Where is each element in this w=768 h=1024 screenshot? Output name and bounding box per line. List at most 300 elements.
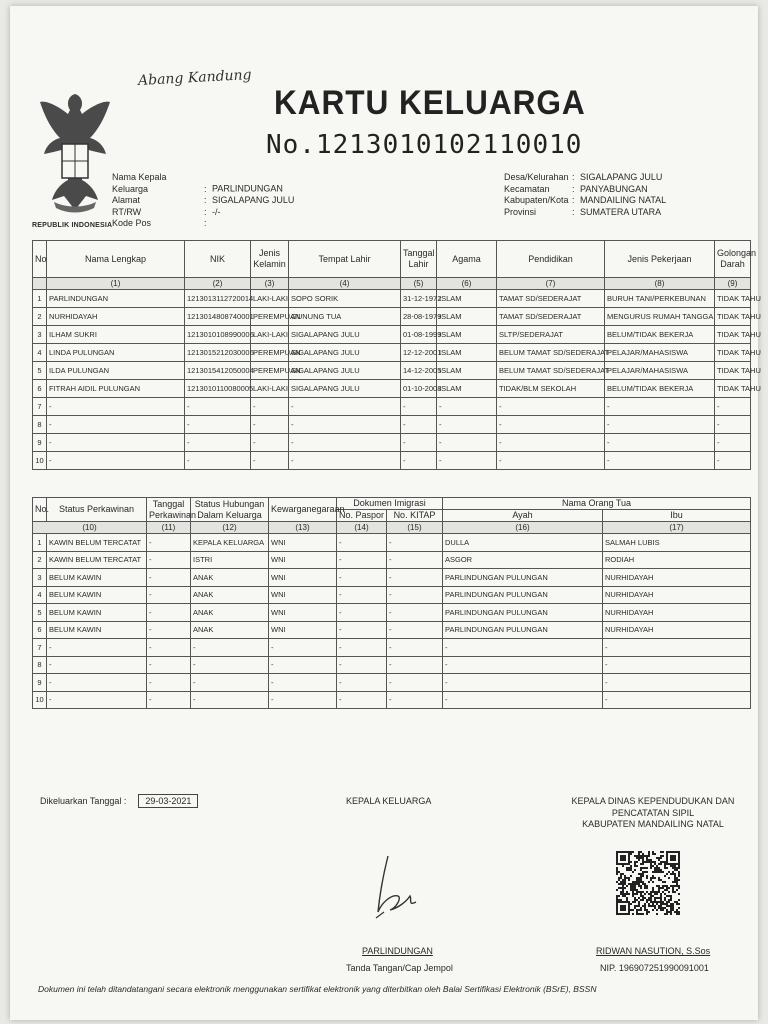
- info-label: Desa/Kelurahan: [504, 172, 569, 182]
- table-cell: -: [401, 452, 437, 470]
- dinas-head-name: RIDWAN NASUTION, S.Sos: [596, 946, 711, 956]
- emblem-caption: REPUBLIK INDONESIA: [32, 222, 113, 229]
- info-value: MANDAILING NATAL: [580, 195, 667, 205]
- info-separator: :: [204, 195, 207, 205]
- table-cell: 1213010108990006: [185, 326, 251, 344]
- table-cell: -: [401, 398, 437, 416]
- table-cell: RODIAH: [603, 551, 751, 569]
- table-row: [33, 398, 751, 416]
- info-label: Alamat: [112, 195, 141, 205]
- table-row: [33, 362, 751, 380]
- signature-icon: [358, 852, 428, 937]
- table-cell: LAKI-LAKI: [251, 380, 289, 398]
- table-cell: PARLINDUNGAN: [47, 290, 185, 308]
- table-cell: -: [251, 452, 289, 470]
- kepala-keluarga-name: PARLINDUNGAN: [362, 946, 433, 956]
- qr-code-icon: [616, 851, 680, 915]
- index-cell: (13): [269, 522, 337, 534]
- table-cell: WNI: [269, 551, 337, 569]
- table-cell: -: [605, 398, 715, 416]
- table-cell: ISLAM: [437, 308, 497, 326]
- table-cell: TIDAK TAHU: [715, 380, 751, 398]
- table-cell: -: [185, 452, 251, 470]
- info-separator: :: [572, 183, 575, 194]
- col-no-kitap: No. KITAP: [387, 510, 443, 522]
- table-cell: SIGALAPANG JULU: [289, 344, 401, 362]
- table-cell: 14-12-2005: [401, 362, 437, 380]
- table-cell: 9: [33, 434, 47, 452]
- table-cell: -: [185, 416, 251, 434]
- members-col-header: Nama Lengkap: [47, 241, 185, 278]
- info-label: Provinsi: [504, 206, 537, 217]
- table-cell: SIGALAPANG JULU: [289, 326, 401, 344]
- table-cell: -: [443, 691, 603, 709]
- table-cell: TIDAK TAHU: [715, 344, 751, 362]
- table-cell: ISLAM: [437, 290, 497, 308]
- table-cell: BELUM KAWIN: [47, 569, 147, 587]
- index-cell: (17): [603, 522, 751, 534]
- issued-label: Dikeluarkan Tanggal :: [40, 796, 127, 806]
- table-cell: BELUM TAMAT SD/SEDERAJAT: [497, 362, 605, 380]
- table-cell: -: [387, 569, 443, 587]
- table-cell: PARLINDUNGAN PULUNGAN: [443, 586, 603, 604]
- table-cell: -: [497, 452, 605, 470]
- dinas-head-nip: NIP. 196907251990091001: [600, 963, 709, 973]
- table-cell: -: [147, 551, 191, 569]
- table-cell: 1213015212030006: [185, 344, 251, 362]
- info-label: Kode Pos: [112, 218, 152, 228]
- table-cell: 2: [33, 551, 47, 569]
- info-value: SIGALAPANG JULU: [212, 195, 295, 205]
- table-cell: ILHAM SUKRI: [47, 326, 185, 344]
- index-cell: (12): [191, 522, 269, 534]
- table-cell: BELUM/TIDAK BEKERJA: [605, 326, 715, 344]
- info-value: PARLINDUNGAN: [212, 183, 283, 194]
- table-cell: 8: [33, 416, 47, 434]
- table-cell: -: [437, 398, 497, 416]
- index-cell: (1): [47, 278, 185, 290]
- table-cell: 5: [33, 362, 47, 380]
- table-cell: NURHIDAYAH: [603, 569, 751, 587]
- table-cell: 6: [33, 380, 47, 398]
- table-cell: -: [437, 452, 497, 470]
- table-cell: PARLINDUNGAN PULUNGAN: [443, 621, 603, 639]
- info-separator: :: [572, 206, 575, 217]
- table-cell: PARLINDUNGAN PULUNGAN: [443, 604, 603, 622]
- index-cell: (4): [289, 278, 401, 290]
- info-row: [112, 195, 294, 207]
- table-cell: -: [289, 398, 401, 416]
- table-row: [33, 416, 751, 434]
- table-cell: -: [387, 534, 443, 552]
- info-row: [504, 184, 666, 196]
- table-cell: TIDAK/BLM SEKOLAH: [497, 380, 605, 398]
- table-cell: TAMAT SD/SEDERAJAT: [497, 308, 605, 326]
- table-cell: ANAK: [191, 569, 269, 587]
- table-cell: 8: [33, 656, 47, 674]
- table-cell: -: [337, 621, 387, 639]
- table-cell: BELUM TAMAT SD/SEDERAJAT: [497, 344, 605, 362]
- info-label: RT/RW: [112, 206, 142, 217]
- table-cell: ASGOR: [443, 551, 603, 569]
- table-cell: PEREMPUAN: [251, 362, 289, 380]
- table-cell: -: [269, 639, 337, 657]
- table-row: [33, 434, 751, 452]
- status-table: [32, 497, 751, 709]
- info-row: [112, 172, 294, 195]
- table-cell: NURHIDAYAH: [603, 586, 751, 604]
- table-cell: WNI: [269, 569, 337, 587]
- table-cell: -: [337, 534, 387, 552]
- table-cell: TAMAT SD/SEDERAJAT: [497, 290, 605, 308]
- table-cell: KEPALA KELUARGA: [191, 534, 269, 552]
- table-cell: -: [387, 639, 443, 657]
- info-separator: :: [572, 172, 575, 182]
- table-cell: ISLAM: [437, 326, 497, 344]
- table-cell: WNI: [269, 534, 337, 552]
- col-no-paspor: No. Paspor: [337, 510, 387, 522]
- table-cell: -: [185, 398, 251, 416]
- info-row: [112, 218, 294, 230]
- index-cell: (14): [337, 522, 387, 534]
- table-cell: SALMAH LUBIS: [603, 534, 751, 552]
- table-cell: -: [603, 656, 751, 674]
- table-cell: NURHIDAYAH: [47, 308, 185, 326]
- index-cell: (15): [387, 522, 443, 534]
- members-col-header: NIK: [185, 241, 251, 278]
- table-cell: FITRAH AIDIL PULUNGAN: [47, 380, 185, 398]
- table-cell: -: [387, 604, 443, 622]
- table-row: [33, 380, 751, 398]
- table-row: [33, 639, 751, 657]
- table-cell: KAWIN BELUM TERCATAT: [47, 551, 147, 569]
- table-cell: -: [387, 674, 443, 692]
- table-cell: 1213010110080005: [185, 380, 251, 398]
- table-cell: WNI: [269, 586, 337, 604]
- table-cell: -: [401, 434, 437, 452]
- table-cell: PEREMPUAN: [251, 344, 289, 362]
- table-cell: SLTP/SEDERAJAT: [497, 326, 605, 344]
- table-cell: -: [269, 674, 337, 692]
- info-row: [504, 172, 666, 184]
- table-cell: -: [269, 691, 337, 709]
- table-cell: -: [387, 621, 443, 639]
- document-sheet: [10, 6, 761, 1020]
- col-status-hubungan: Status Hubungan Dalam Keluarga: [191, 498, 269, 522]
- table-cell: 4: [33, 344, 47, 362]
- table-cell: -: [47, 639, 147, 657]
- electronic-signature-note: Dokumen ini telah ditandatangani secara elektronik menggunakan sertifikat elektronik yang diterbitkan oleh Balai Sertifikasi Elektronik (BSrE), BSSN: [38, 984, 597, 994]
- dinas-title-line-1: KEPALA DINAS KEPENDUDUKAN DAN: [571, 796, 735, 806]
- index-cell: (5): [401, 278, 437, 290]
- table-cell: NURHIDAYAH: [603, 621, 751, 639]
- index-cell: (10): [33, 522, 147, 534]
- table-cell: 01-08-1999: [401, 326, 437, 344]
- table-cell: -: [269, 656, 337, 674]
- table-cell: -: [337, 604, 387, 622]
- table-row: [33, 691, 751, 709]
- info-value: SIGALAPANG JULU: [580, 172, 663, 182]
- members-col-header: Jenis Pekerjaan: [605, 241, 715, 278]
- table-cell: TIDAK TAHU: [715, 308, 751, 326]
- table-cell: -: [47, 398, 185, 416]
- table-cell: -: [147, 691, 191, 709]
- table-cell: -: [337, 691, 387, 709]
- table-cell: BELUM KAWIN: [47, 604, 147, 622]
- table-row: [33, 534, 751, 552]
- table-cell: -: [147, 569, 191, 587]
- table-cell: -: [387, 656, 443, 674]
- table-cell: 1: [33, 534, 47, 552]
- table-cell: 10: [33, 452, 47, 470]
- col-tanggal-perkawinan: Tanggal Perkawinan: [147, 498, 191, 522]
- table-cell: -: [147, 534, 191, 552]
- table-cell: -: [191, 639, 269, 657]
- index-cell: (6): [437, 278, 497, 290]
- table-cell: -: [603, 691, 751, 709]
- index-cell: (2): [185, 278, 251, 290]
- table-cell: 3: [33, 326, 47, 344]
- handwritten-note: Abang Kandung: [137, 67, 252, 89]
- table-cell: -: [47, 416, 185, 434]
- info-separator: :: [204, 183, 207, 194]
- table-row: [33, 656, 751, 674]
- table-cell: -: [337, 551, 387, 569]
- table-row: [33, 452, 751, 470]
- table-cell: -: [715, 452, 751, 470]
- table-cell: ANAK: [191, 586, 269, 604]
- table-row: [33, 326, 751, 344]
- table-cell: DULLA: [443, 534, 603, 552]
- table-row: [33, 551, 751, 569]
- table-row: [33, 621, 751, 639]
- table-cell: -: [251, 434, 289, 452]
- table-row: [33, 290, 751, 308]
- index-cell: (7): [497, 278, 605, 290]
- table-cell: 31-12-1972: [401, 290, 437, 308]
- table-cell: 7: [33, 398, 47, 416]
- table-cell: 3: [33, 569, 47, 587]
- table-cell: -: [147, 639, 191, 657]
- info-separator: :: [204, 218, 207, 228]
- region-info-right: [504, 172, 666, 218]
- table-cell: TIDAK TAHU: [715, 326, 751, 344]
- table-cell: -: [337, 674, 387, 692]
- info-label: Kecamatan: [504, 183, 550, 194]
- kepala-keluarga-title: KEPALA KELUARGA: [346, 796, 432, 806]
- info-separator: :: [572, 195, 575, 205]
- table-cell: -: [387, 586, 443, 604]
- table-cell: BURUH TANI/PERKEBUNAN: [605, 290, 715, 308]
- table-cell: -: [401, 416, 437, 434]
- table-cell: 6: [33, 621, 47, 639]
- table-cell: LAKI-LAKI: [251, 326, 289, 344]
- info-row: [504, 207, 666, 219]
- table-cell: -: [715, 434, 751, 452]
- head-info-left: [112, 172, 294, 230]
- table-cell: -: [443, 674, 603, 692]
- table-cell: -: [251, 416, 289, 434]
- table-cell: ISTRI: [191, 551, 269, 569]
- table-cell: -: [47, 674, 147, 692]
- table-cell: -: [191, 674, 269, 692]
- members-table: [32, 240, 761, 470]
- table-cell: 10: [33, 691, 47, 709]
- table-cell: -: [47, 691, 147, 709]
- table-cell: -: [289, 416, 401, 434]
- table-cell: -: [337, 639, 387, 657]
- dinas-title-line-2: PENCATATAN SIPIL: [611, 807, 695, 818]
- table-cell: -: [387, 551, 443, 569]
- col-ibu: Ibu: [603, 510, 751, 522]
- dinas-title-line-3: KABUPATEN MANDAILING NATAL: [582, 819, 724, 829]
- table-cell: -: [437, 416, 497, 434]
- family-card-number: No.1213010102110010: [266, 130, 583, 160]
- index-cell: (8): [605, 278, 715, 290]
- table-cell: -: [289, 434, 401, 452]
- table-cell: ILDA PULUNGAN: [47, 362, 185, 380]
- table-cell: -: [47, 434, 185, 452]
- table-cell: BELUM KAWIN: [47, 621, 147, 639]
- info-value: -/-: [212, 206, 221, 217]
- table-cell: 2: [33, 308, 47, 326]
- members-col-header: Agama: [437, 241, 497, 278]
- table-cell: -: [47, 656, 147, 674]
- table-cell: -: [605, 452, 715, 470]
- table-row: [33, 308, 751, 326]
- table-cell: -: [337, 656, 387, 674]
- index-cell: [33, 278, 47, 290]
- table-cell: -: [443, 656, 603, 674]
- table-cell: -: [47, 452, 185, 470]
- table-cell: 4: [33, 586, 47, 604]
- members-col-header: Jenis Kelamin: [251, 241, 289, 278]
- table-cell: -: [289, 452, 401, 470]
- table-cell: -: [191, 691, 269, 709]
- table-cell: -: [715, 398, 751, 416]
- table-cell: TIDAK TAHU: [715, 290, 751, 308]
- table-cell: -: [603, 674, 751, 692]
- table-cell: 1213015412050004: [185, 362, 251, 380]
- table-cell: NURHIDAYAH: [603, 604, 751, 622]
- table-cell: -: [437, 434, 497, 452]
- table-cell: -: [605, 434, 715, 452]
- col-status-perkawinan: Status Perkawinan: [47, 498, 147, 522]
- table-cell: ISLAM: [437, 344, 497, 362]
- table-cell: 7: [33, 639, 47, 657]
- info-label: Nama Kepala Keluarga: [112, 172, 167, 194]
- table-cell: SIGALAPANG JULU: [289, 380, 401, 398]
- col-kewarganegaraan: Kewarganegaraan: [269, 498, 337, 522]
- table-cell: -: [147, 656, 191, 674]
- table-cell: 12-12-2001: [401, 344, 437, 362]
- table-cell: -: [147, 604, 191, 622]
- table-cell: MENGURUS RUMAH TANGGA: [605, 308, 715, 326]
- table-cell: -: [147, 674, 191, 692]
- table-cell: -: [337, 569, 387, 587]
- kepala-keluarga-caption: Tanda Tangan/Cap Jempol: [346, 963, 453, 973]
- col-nama-orang-tua: Nama Orang Tua: [443, 498, 751, 510]
- table-cell: ANAK: [191, 621, 269, 639]
- table-cell: PARLINDUNGAN PULUNGAN: [443, 569, 603, 587]
- table-cell: WNI: [269, 604, 337, 622]
- table-cell: 5: [33, 604, 47, 622]
- table-cell: -: [191, 656, 269, 674]
- info-row: [504, 195, 666, 207]
- table-cell: PELAJAR/MAHASISWA: [605, 344, 715, 362]
- table-cell: KAWIN BELUM TERCATAT: [47, 534, 147, 552]
- table-row: [33, 569, 751, 587]
- table-cell: LAKI-LAKI: [251, 290, 289, 308]
- info-value: SUMATERA UTARA: [580, 206, 662, 217]
- table-cell: -: [497, 416, 605, 434]
- col-no: No.: [33, 498, 47, 522]
- table-cell: -: [497, 398, 605, 416]
- dinas-title: [558, 796, 748, 831]
- table-cell: SOPO SORIK: [289, 290, 401, 308]
- table-cell: -: [337, 586, 387, 604]
- index-cell: (9): [715, 278, 751, 290]
- info-value: PANYABUNGAN: [580, 183, 648, 194]
- table-cell: -: [603, 639, 751, 657]
- table-cell: ANAK: [191, 604, 269, 622]
- table-cell: GUNUNG TUA: [289, 308, 401, 326]
- table-cell: ISLAM: [437, 380, 497, 398]
- members-col-header: Tempat Lahir: [289, 241, 401, 278]
- index-cell: (3): [251, 278, 289, 290]
- table-row: [33, 674, 751, 692]
- table-cell: ISLAM: [437, 362, 497, 380]
- table-cell: BELUM/TIDAK BEKERJA: [605, 380, 715, 398]
- members-col-header: Tanggal Lahir: [401, 241, 437, 278]
- info-separator: :: [204, 206, 207, 217]
- table-cell: 1: [33, 290, 47, 308]
- table-cell: 9: [33, 674, 47, 692]
- table-cell: PELAJAR/MAHASISWA: [605, 362, 715, 380]
- members-col-header: Pendidikan: [497, 241, 605, 278]
- table-cell: 28-08-1979: [401, 308, 437, 326]
- table-row: [33, 344, 751, 362]
- garuda-emblem-icon: [38, 88, 112, 220]
- table-cell: -: [605, 416, 715, 434]
- table-cell: -: [497, 434, 605, 452]
- table-cell: TIDAK TAHU: [715, 362, 751, 380]
- document-title: KARTU KELUARGA: [274, 84, 586, 122]
- table-cell: 1213013112720014: [185, 290, 251, 308]
- index-cell: (11): [147, 522, 191, 534]
- table-row: [33, 586, 751, 604]
- table-cell: SIGALAPANG JULU: [289, 362, 401, 380]
- col-ayah: Ayah: [443, 510, 603, 522]
- table-cell: -: [387, 691, 443, 709]
- table-cell: WNI: [269, 621, 337, 639]
- table-cell: -: [185, 434, 251, 452]
- table-cell: PEREMPUAN: [251, 308, 289, 326]
- info-row: [112, 207, 294, 219]
- members-col-header: No: [33, 241, 47, 278]
- issued-date: 29-03-2021: [138, 794, 198, 808]
- table-row: [33, 604, 751, 622]
- info-label: Kabupaten/Kota: [504, 195, 569, 205]
- table-cell: 01-10-2008: [401, 380, 437, 398]
- col-dokumen-imigrasi: Dokumen Imigrasi: [337, 498, 443, 510]
- table-cell: -: [251, 398, 289, 416]
- table-cell: -: [715, 416, 751, 434]
- index-cell: (16): [443, 522, 603, 534]
- table-cell: -: [147, 621, 191, 639]
- table-cell: 1213014808740001: [185, 308, 251, 326]
- table-cell: -: [443, 639, 603, 657]
